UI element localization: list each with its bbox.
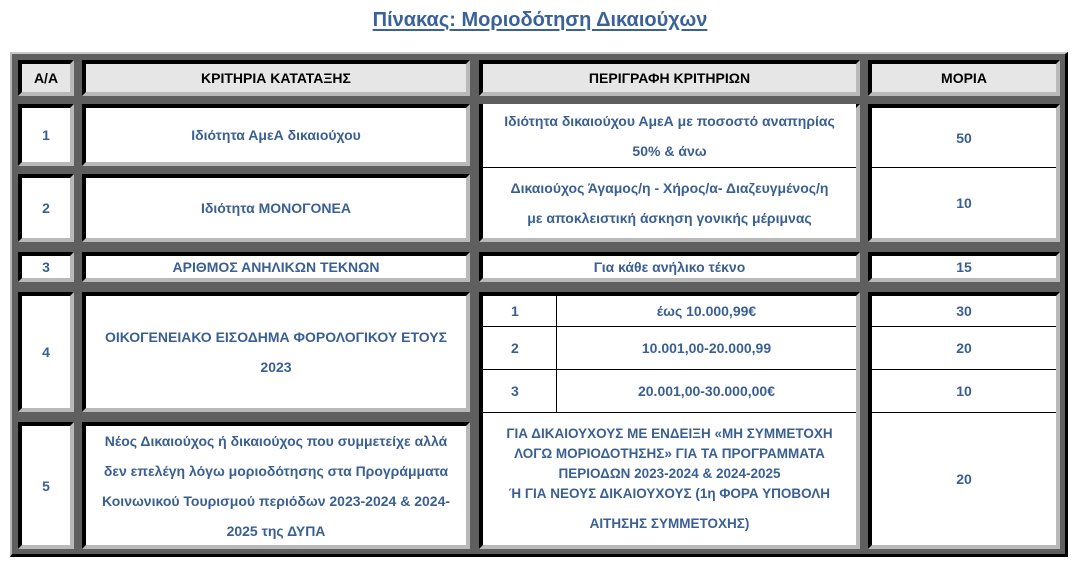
bracket-2-no: 2	[483, 327, 556, 369]
header-points: ΜΟΡΙΑ	[868, 60, 1060, 96]
table-row-2-points: 10	[872, 168, 1056, 238]
table-row-5-points: 20	[868, 413, 1060, 549]
table-row-3-aa: 3	[18, 252, 74, 282]
header-description: ΠΕΡΙΓΡΑΦΗ ΚΡΙΤΗΡΙΩΝ	[479, 60, 860, 96]
criteria-line: Κοινωνικού Τουρισμού περιόδων 2023-2024 & 2024-	[101, 492, 451, 509]
description-line: ΑΙΤΗΣΗΣ ΣΥΜΜΕΤΟΧΗΣ)	[589, 516, 750, 531]
table-row-2-aa: 2	[18, 174, 74, 242]
table-title: Πίνακας: Μοριοδότηση Δικαιούχων	[372, 9, 708, 31]
table-row-3-description: Για κάθε ανήλικο τέκνο	[479, 252, 860, 282]
description-line: ΓΙΑ ΔΙΚΑΙΟΥΧΟΥΣ ΜΕ ΕΝΔΕΙΞΗ «ΜΗ ΣΥΜΜΕΤΟΧΗ	[506, 426, 833, 441]
table-row-3-points: 15	[868, 252, 1060, 282]
bracket-2-points: 20	[872, 327, 1056, 369]
table-row-5-aa: 5	[18, 422, 74, 549]
table-row-2-criteria: Ιδιότητα ΜΟΝΟΓΟΝΕΑ	[82, 174, 470, 242]
table-row-1-description	[483, 104, 856, 167]
bracket-3-no: 3	[483, 370, 556, 412]
table-row-5-criteria	[82, 422, 470, 549]
table-row-4-aa: 4	[18, 292, 74, 412]
table-row-2-description	[483, 168, 856, 238]
description-line: Δικαιούχος Άγαμος/η - Χήρος/α- Διαζευγμένος/η	[510, 180, 829, 196]
bracket-1-range: έως 10.000,99€	[557, 296, 856, 326]
table-row-5-description	[479, 413, 860, 549]
bracket-2-range: 10.001,00-20.000,99	[557, 327, 856, 369]
bracket-3-range: 20.001,00-30.000,00€	[557, 370, 856, 412]
description-line: Ή ΓΙΑ ΝΕΟΥΣ ΔΙΚΑΙΟΥΧΟΥΣ (1η ΦΟΡΑ ΥΠΟΒΟΛΗ	[508, 486, 831, 501]
description-line: 50% & άνω	[632, 142, 707, 159]
table-row-1-aa: 1	[18, 104, 74, 166]
table-row-1-criteria: Ιδιότητα ΑμεΑ δικαιούχου	[82, 104, 470, 166]
bracket-3-points: 10	[872, 370, 1056, 412]
table-row-3-criteria: ΑΡΙΘΜΟΣ ΑΝΗΛΙΚΩΝ ΤΕΚΝΩΝ	[82, 252, 470, 282]
description-line: ΛΟΓΩ ΜΟΡΙΟΔΟΤΗΣΗΣ» ΓΙΑ ΤΑ ΠΡΟΓΡΑΜΜΑΤΑ	[514, 446, 825, 461]
table-row-1-points: 50	[872, 108, 1056, 167]
bracket-1-no: 1	[483, 296, 556, 326]
criteria-line: ΟΙΚΟΓΕΝΕΙΑΚΟ ΕΙΣΟΔΗΜΑ ΦΟΡΟΛΟΓΙΚΟΥ ΕΤΟΥΣ	[104, 329, 448, 345]
header-aa: Α/Α	[18, 60, 74, 96]
header-criteria: ΚΡΙΤΗΡΙΑ ΚΑΤΑΤΑΞΗΣ	[82, 60, 470, 96]
description-line: ΠΕΡΙΟΔΩΝ 2023-2024 & 2024-2025	[558, 466, 781, 481]
description-line: Ιδιότητα δικαιούχου ΑμεΑ με ποσοστό αναπηρίας	[504, 112, 835, 129]
criteria-line: Νέος Δικαιούχος ή δικαιούχος που συμμετείχε αλλά	[104, 432, 448, 449]
criteria-line: 2025 της ΔΥΠΑ	[226, 522, 326, 539]
table-row-4-criteria	[82, 292, 470, 412]
bracket-1-points: 30	[872, 296, 1056, 326]
criteria-line: 2023	[260, 359, 292, 375]
criteria-line: δεν επελέγη λόγω μοριοδότησης στα Προγράμματα	[103, 462, 449, 479]
description-line: με αποκλειστική άσκηση γονικής μέριμνας	[527, 210, 812, 226]
